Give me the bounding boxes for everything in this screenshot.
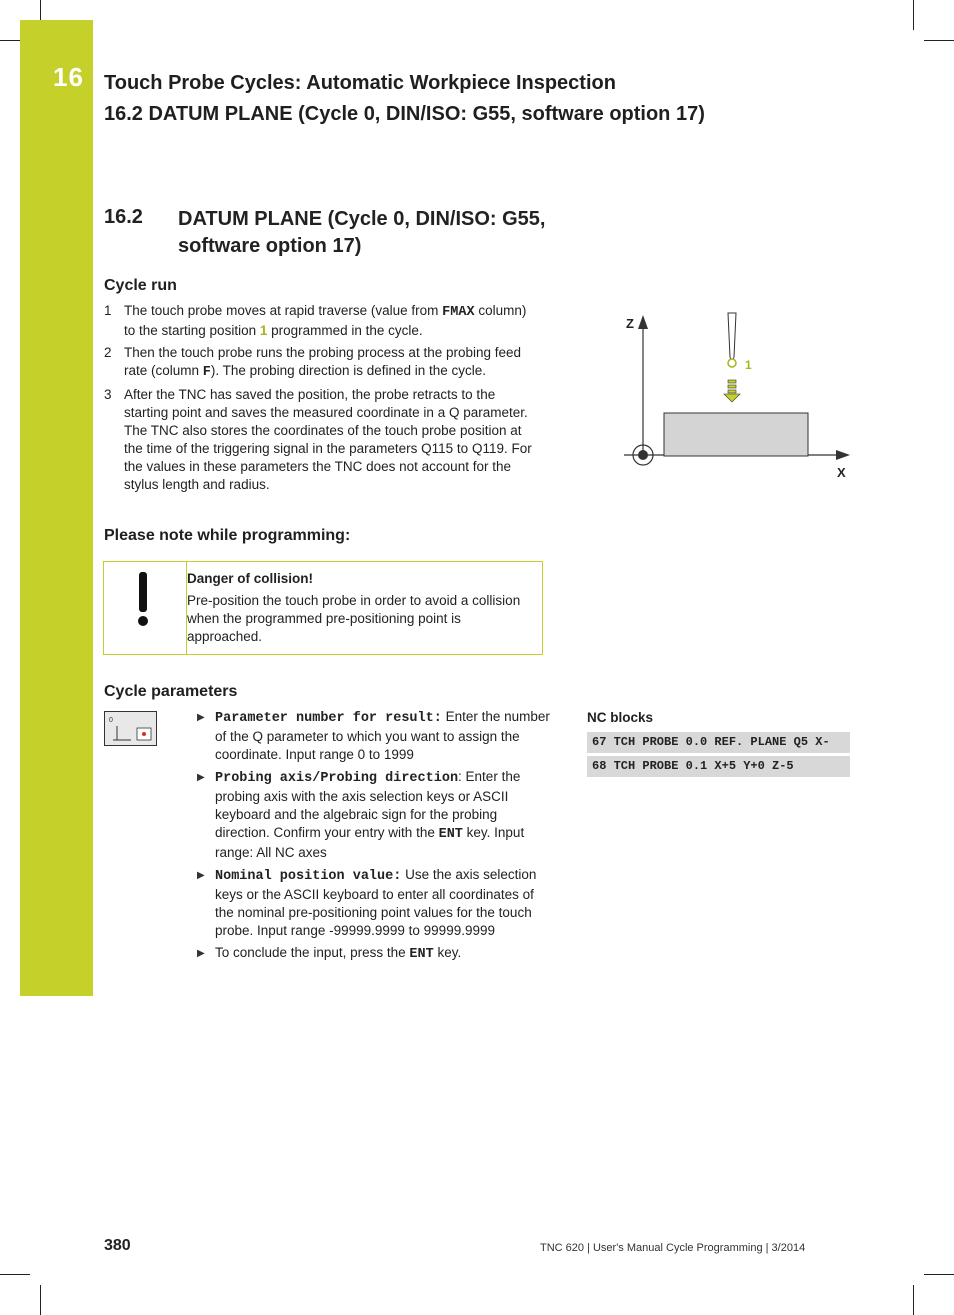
parameter-item: ▶ To conclude the input, press the ENT key. <box>197 945 462 962</box>
chapter-sidebar <box>20 20 93 996</box>
nc-block-row: 68 TCH PROBE 0.1 X+5 Y+0 Z-5 <box>587 756 850 777</box>
note-heading: Please note while programming: <box>104 527 351 544</box>
step-item: 2 Then the touch probe runs the probing process at the probing feed rate (column F). The probing direction is defined in the cycle. <box>104 345 522 380</box>
triangle-bullet-icon: ▶ <box>197 870 205 881</box>
section-title: DATUM PLANE (Cycle 0, DIN/ISO: G55, software option 17) <box>178 208 546 257</box>
svg-text:0: 0 <box>109 717 113 724</box>
parameter-item: ▶ Probing axis/Probing direction: Enter the probing axis with the axis selection keys or ASCII keyboard and the algebraic sign for the probing direction. Confirm your entry with the ENT key. Input range: All NC axes <box>197 769 525 860</box>
cycle-run-heading: Cycle run <box>104 277 177 294</box>
step-item: 3 After the TNC has saved the position, the probe retracts to the starting point and saves the measured coordinate in a Q parameter. The TNC also stores the coordinates of the touch probe position at the time of the triggering signal in the parameters Q115 to Q119. For the values in these parameters the TNC does not account for the stylus length and radius. <box>104 387 532 492</box>
exclamation-icon <box>137 572 149 632</box>
section-number: 16.2 <box>104 206 143 228</box>
crop-mark <box>924 1274 954 1275</box>
crop-mark <box>0 1274 30 1275</box>
header-title: Touch Probe Cycles: Automatic Workpiece Inspection <box>104 72 616 94</box>
triangle-bullet-icon: ▶ <box>197 772 205 783</box>
datum-plane-cycle-icon <box>104 711 157 746</box>
warning-box <box>103 561 543 655</box>
crop-mark <box>913 0 914 30</box>
footer-text: TNC 620 | User's Manual Cycle Programming | 3/2014 <box>540 1242 806 1254</box>
crop-mark <box>40 1285 41 1315</box>
nc-block-row: 67 TCH PROBE 0.0 REF. PLANE Q5 X- <box>587 732 850 753</box>
warning-title: Danger of collision! <box>187 571 314 586</box>
warning-text: Pre-position the touch probe in order to avoid a collision when the programmed pre-positioning point is approached. <box>187 593 521 644</box>
z-axis-label: Z <box>626 316 634 331</box>
crop-mark <box>40 0 41 20</box>
chapter-number: 16 <box>53 62 84 92</box>
triangle-bullet-icon: ▶ <box>197 948 205 959</box>
parameter-item: ▶ Parameter number for result: Enter the number of the Q parameter to which you want to assign the coordinate. Input range 0 to 1999 <box>197 709 550 762</box>
triangle-bullet-icon: ▶ <box>197 712 205 723</box>
crop-mark <box>913 1285 914 1315</box>
parameter-item: ▶ Nominal position value: Use the axis selection keys or the ASCII keyboard to enter all coordinates of the nominal pre-positioning point values for the touch probe. Input range -99999.9999 to 99999.9999 <box>197 867 537 938</box>
cycle-run-steps <box>104 302 534 498</box>
probe-diagram <box>620 305 860 485</box>
page-number: 380 <box>104 1237 131 1254</box>
crop-mark <box>0 40 20 41</box>
x-axis-label: X <box>837 465 846 480</box>
step-item: 1 The touch probe moves at rapid traverse (value from FMAX column) to the starting position 1 programmed in the cycle. <box>104 303 527 338</box>
crop-mark <box>924 40 954 41</box>
cycle-parameters-heading: Cycle parameters <box>104 683 238 700</box>
header-subtitle: 16.2 DATUM PLANE (Cycle 0, DIN/ISO: G55, software option 17) <box>104 103 705 125</box>
position-label: 1 <box>745 358 752 372</box>
parameter-list <box>195 708 555 968</box>
nc-blocks-label: NC blocks <box>587 710 654 725</box>
